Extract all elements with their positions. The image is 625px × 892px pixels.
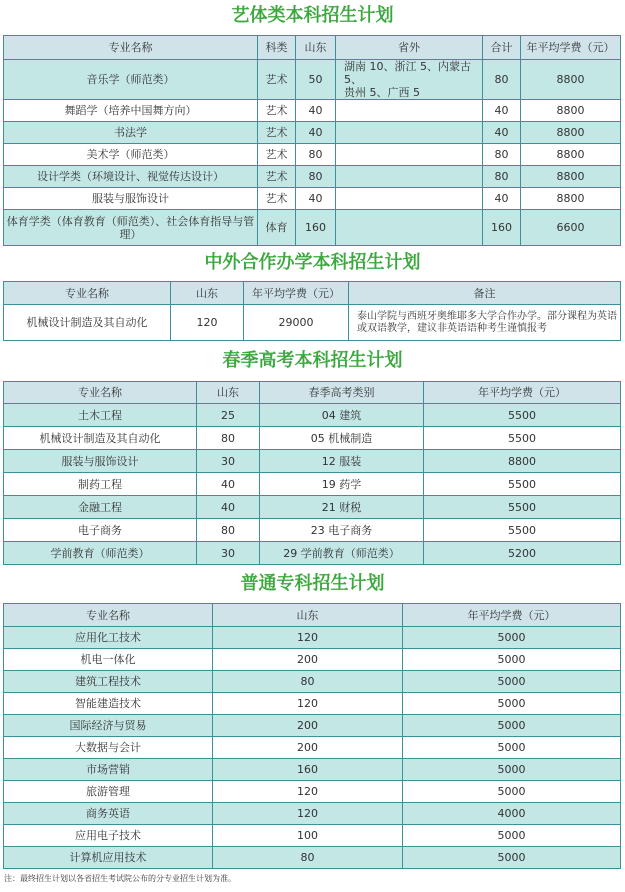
annual-fee: 5000 <box>403 671 621 693</box>
major-name: 应用电子技术 <box>4 825 213 847</box>
annual-fee: 5500 <box>424 473 621 496</box>
major-name: 设计学类（环境设计、视觉传达设计） <box>4 166 258 188</box>
annual-fee: 8800 <box>521 100 621 122</box>
annual-fee: 5000 <box>403 737 621 759</box>
total-quota: 80 <box>483 60 521 100</box>
shandong-quota: 120 <box>213 693 403 715</box>
table-row <box>4 737 621 759</box>
annual-fee: 5000 <box>403 649 621 671</box>
coop-section-title: 中外合作办学本科招生计划 <box>204 252 421 273</box>
table-row <box>4 144 621 166</box>
major-name: 土木工程 <box>4 404 197 427</box>
shandong-quota: 30 <box>197 542 260 565</box>
table-row <box>4 210 621 246</box>
annual-fee: 8800 <box>521 60 621 100</box>
table-row <box>4 166 621 188</box>
shandong-quota: 40 <box>296 188 336 210</box>
table-row <box>4 759 621 781</box>
annual-fee: 8800 <box>521 166 621 188</box>
table-header-row <box>4 36 621 60</box>
table-row <box>4 496 621 519</box>
category: 艺术 <box>258 100 296 122</box>
major-name: 机械设计制造及其自动化 <box>4 305 171 341</box>
table-header-row <box>4 382 621 404</box>
major-name: 计算机应用技术 <box>4 847 213 869</box>
spring-plan-table <box>3 381 621 565</box>
table-header-row <box>4 282 621 305</box>
annual-fee: 5200 <box>424 542 621 565</box>
art-section-title: 艺体类本科招生计划 <box>231 5 394 26</box>
shandong-quota: 160 <box>213 759 403 781</box>
shandong-quota: 120 <box>213 781 403 803</box>
table-row <box>4 715 621 737</box>
major-name: 机电一体化 <box>4 649 213 671</box>
major-name: 大数据与会计 <box>4 737 213 759</box>
annual-fee: 5500 <box>424 404 621 427</box>
shandong-quota: 40 <box>197 473 260 496</box>
category: 艺术 <box>258 144 296 166</box>
table-row <box>4 122 621 144</box>
table-row <box>4 305 621 341</box>
shandong-quota: 80 <box>197 427 260 450</box>
total-quota: 40 <box>483 122 521 144</box>
out-of-province-quota <box>336 122 483 144</box>
col-header-fee: 年平均学费（元） <box>521 36 621 60</box>
annual-fee: 8800 <box>424 450 621 473</box>
shandong-quota: 50 <box>296 60 336 100</box>
annual-fee: 5000 <box>403 693 621 715</box>
col-header-fee: 年平均学费（元） <box>244 282 349 305</box>
shandong-quota: 120 <box>171 305 244 341</box>
footnote: 注：最终招生计划以各省招生考试院公布的分专业招生计划为准。 <box>4 874 236 883</box>
shandong-quota: 80 <box>213 847 403 869</box>
major-name: 服装与服饰设计 <box>4 450 197 473</box>
table-row <box>4 519 621 542</box>
college-section-title: 普通专科招生计划 <box>240 573 385 594</box>
category: 艺术 <box>258 60 296 100</box>
annual-fee: 5500 <box>424 427 621 450</box>
major-name: 制药工程 <box>4 473 197 496</box>
category: 艺术 <box>258 166 296 188</box>
col-header-shandong: 山东 <box>197 382 260 404</box>
shandong-quota: 200 <box>213 737 403 759</box>
annual-fee: 5000 <box>403 759 621 781</box>
annual-fee: 4000 <box>403 803 621 825</box>
out-of-province-quota <box>336 188 483 210</box>
art-plan-table <box>3 35 621 246</box>
table-row <box>4 404 621 427</box>
annual-fee: 29000 <box>244 305 349 341</box>
col-header-fee: 年平均学费（元） <box>403 604 621 627</box>
major-name: 电子商务 <box>4 519 197 542</box>
spring-category: 05 机械制造 <box>260 427 424 450</box>
annual-fee: 5500 <box>424 496 621 519</box>
col-header-shandong: 山东 <box>171 282 244 305</box>
shandong-quota: 80 <box>213 671 403 693</box>
shandong-quota: 80 <box>296 144 336 166</box>
major-name: 学前教育（师范类） <box>4 542 197 565</box>
out-of-province-quota <box>336 210 483 246</box>
spring-category: 21 财税 <box>260 496 424 519</box>
major-name: 建筑工程技术 <box>4 671 213 693</box>
annual-fee: 5000 <box>403 715 621 737</box>
total-quota: 80 <box>483 166 521 188</box>
annual-fee: 8800 <box>521 144 621 166</box>
table-row <box>4 803 621 825</box>
col-header-shandong: 山东 <box>296 36 336 60</box>
annual-fee: 5000 <box>403 627 621 649</box>
major-name: 智能建造技术 <box>4 693 213 715</box>
col-header-category: 科类 <box>258 36 296 60</box>
major-name: 商务英语 <box>4 803 213 825</box>
spring-section-title: 春季高考本科招生计划 <box>222 350 403 371</box>
shandong-quota: 80 <box>197 519 260 542</box>
col-header-major: 专业名称 <box>4 36 258 60</box>
coop-plan-table <box>3 281 621 341</box>
col-header-major: 专业名称 <box>4 382 197 404</box>
annual-fee: 5500 <box>424 519 621 542</box>
major-name: 舞蹈学（培养中国舞方向） <box>4 100 258 122</box>
annual-fee: 8800 <box>521 122 621 144</box>
annual-fee: 5000 <box>403 847 621 869</box>
out-of-province-quota <box>336 60 483 100</box>
major-name: 机械设计制造及其自动化 <box>4 427 197 450</box>
table-row <box>4 825 621 847</box>
shandong-quota: 100 <box>213 825 403 847</box>
spring-category: 12 服装 <box>260 450 424 473</box>
table-row <box>4 781 621 803</box>
shandong-quota: 200 <box>213 649 403 671</box>
major-name: 服装与服饰设计 <box>4 188 258 210</box>
annual-fee: 5000 <box>403 825 621 847</box>
major-name: 旅游管理 <box>4 781 213 803</box>
col-header-spring-category: 春季高考类别 <box>260 382 424 404</box>
major-name: 音乐学（师范类） <box>4 60 258 100</box>
table-header-row <box>4 604 621 627</box>
table-row <box>4 188 621 210</box>
college-plan-table <box>3 603 621 869</box>
spring-category: 23 电子商务 <box>260 519 424 542</box>
shandong-quota: 40 <box>197 496 260 519</box>
total-quota: 40 <box>483 188 521 210</box>
table-row <box>4 649 621 671</box>
table-row <box>4 693 621 715</box>
total-quota: 160 <box>483 210 521 246</box>
spring-category: 04 建筑 <box>260 404 424 427</box>
table-row <box>4 60 621 100</box>
table-row <box>4 450 621 473</box>
col-header-remark: 备注 <box>349 282 621 305</box>
shandong-quota: 30 <box>197 450 260 473</box>
out-of-province-quota <box>336 166 483 188</box>
table-row <box>4 427 621 450</box>
col-header-out-of-province: 省外 <box>336 36 483 60</box>
out-of-province-line-1: 湖南 10、浙江 5、内蒙古 5、 <box>344 60 471 86</box>
table-row <box>4 627 621 649</box>
annual-fee: 5000 <box>403 781 621 803</box>
spring-category: 29 学前教育（师范类） <box>260 542 424 565</box>
table-row <box>4 542 621 565</box>
col-header-total: 合计 <box>483 36 521 60</box>
table-row <box>4 847 621 869</box>
category: 体育 <box>258 210 296 246</box>
shandong-quota: 40 <box>296 100 336 122</box>
col-header-major: 专业名称 <box>4 282 171 305</box>
out-of-province-quota <box>336 100 483 122</box>
col-header-major: 专业名称 <box>4 604 213 627</box>
shandong-quota: 25 <box>197 404 260 427</box>
col-header-fee: 年平均学费（元） <box>424 382 621 404</box>
shandong-quota: 80 <box>296 166 336 188</box>
category: 艺术 <box>258 122 296 144</box>
annual-fee: 8800 <box>521 188 621 210</box>
annual-fee: 6600 <box>521 210 621 246</box>
shandong-quota: 120 <box>213 803 403 825</box>
major-name: 金融工程 <box>4 496 197 519</box>
major-name: 市场营销 <box>4 759 213 781</box>
table-row <box>4 473 621 496</box>
major-name: 体育学类（体育教育（师范类）、社会体育指导与管理） <box>4 210 258 246</box>
major-name: 应用化工技术 <box>4 627 213 649</box>
shandong-quota: 200 <box>213 715 403 737</box>
shandong-quota: 160 <box>296 210 336 246</box>
major-name: 书法学 <box>4 122 258 144</box>
table-row <box>4 671 621 693</box>
total-quota: 40 <box>483 100 521 122</box>
major-name: 国际经济与贸易 <box>4 715 213 737</box>
out-of-province-quota <box>336 144 483 166</box>
out-of-province-line-2: 贵州 5、广西 5 <box>344 86 420 99</box>
remark-text: 泰山学院与西班牙奥维耶多大学合作办学。部分课程为英语或双语教学，建议非英语语种考生谨慎报考 <box>349 305 621 341</box>
spring-category: 19 药学 <box>260 473 424 496</box>
category: 艺术 <box>258 188 296 210</box>
total-quota: 80 <box>483 144 521 166</box>
major-name: 美术学（师范类） <box>4 144 258 166</box>
shandong-quota: 40 <box>296 122 336 144</box>
col-header-shandong: 山东 <box>213 604 403 627</box>
table-row <box>4 100 621 122</box>
shandong-quota: 120 <box>213 627 403 649</box>
